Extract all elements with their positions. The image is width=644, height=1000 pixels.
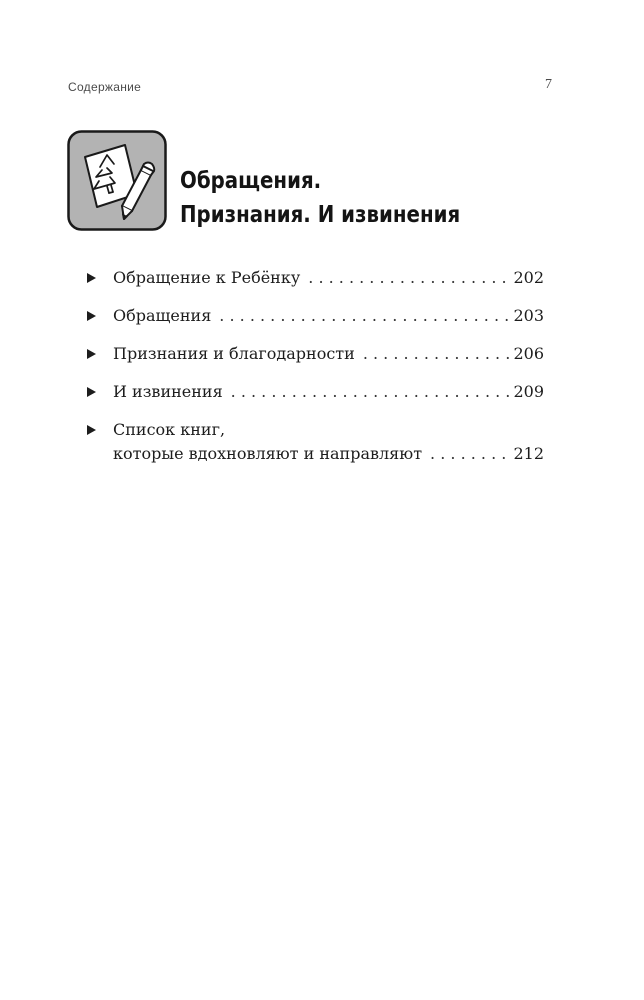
toc-entry-page: 206 [513,344,544,363]
toc-entry[interactable] [86,342,544,366]
section-title [180,164,460,232]
bullet-triangle-icon [87,311,96,321]
toc-entry-title-line-2: которые вдохновляют и направляют [113,444,423,463]
toc-entry-title: Обращение к Ребёнку [113,268,301,287]
page-number: 7 [545,77,552,92]
dot-leader [231,380,512,404]
dot-leader [363,342,512,366]
dot-leader [430,442,511,466]
bullet-triangle-icon [87,387,96,397]
section-title-line-1: Обращения. [180,168,322,194]
toc-entry-title: Обращения [113,306,212,325]
toc-entry[interactable] [86,304,544,328]
table-of-contents [86,266,544,480]
toc-entry-title: Признания и благодарности [113,344,355,363]
toc-entry-page: 212 [513,444,544,463]
toc-entry-title-line-1: Список книг, [113,420,226,439]
running-head: Содержание [68,80,142,94]
bullet-triangle-icon [87,349,96,359]
dot-leader [219,304,511,328]
toc-entry-page: 202 [513,268,544,287]
bullet-triangle-icon [87,425,96,435]
dot-leader [308,266,511,290]
toc-entry[interactable] [86,380,544,404]
toc-entry-page: 203 [513,306,544,325]
paper-with-tree-and-pencil-icon [67,130,167,231]
toc-entry[interactable] [86,418,544,466]
toc-entry[interactable] [86,266,544,290]
toc-entry-title: И извинения [113,382,223,401]
bullet-triangle-icon [87,273,96,283]
section-title-line-2: Признания. И извинения [180,202,461,228]
toc-entry-page: 209 [513,382,544,401]
